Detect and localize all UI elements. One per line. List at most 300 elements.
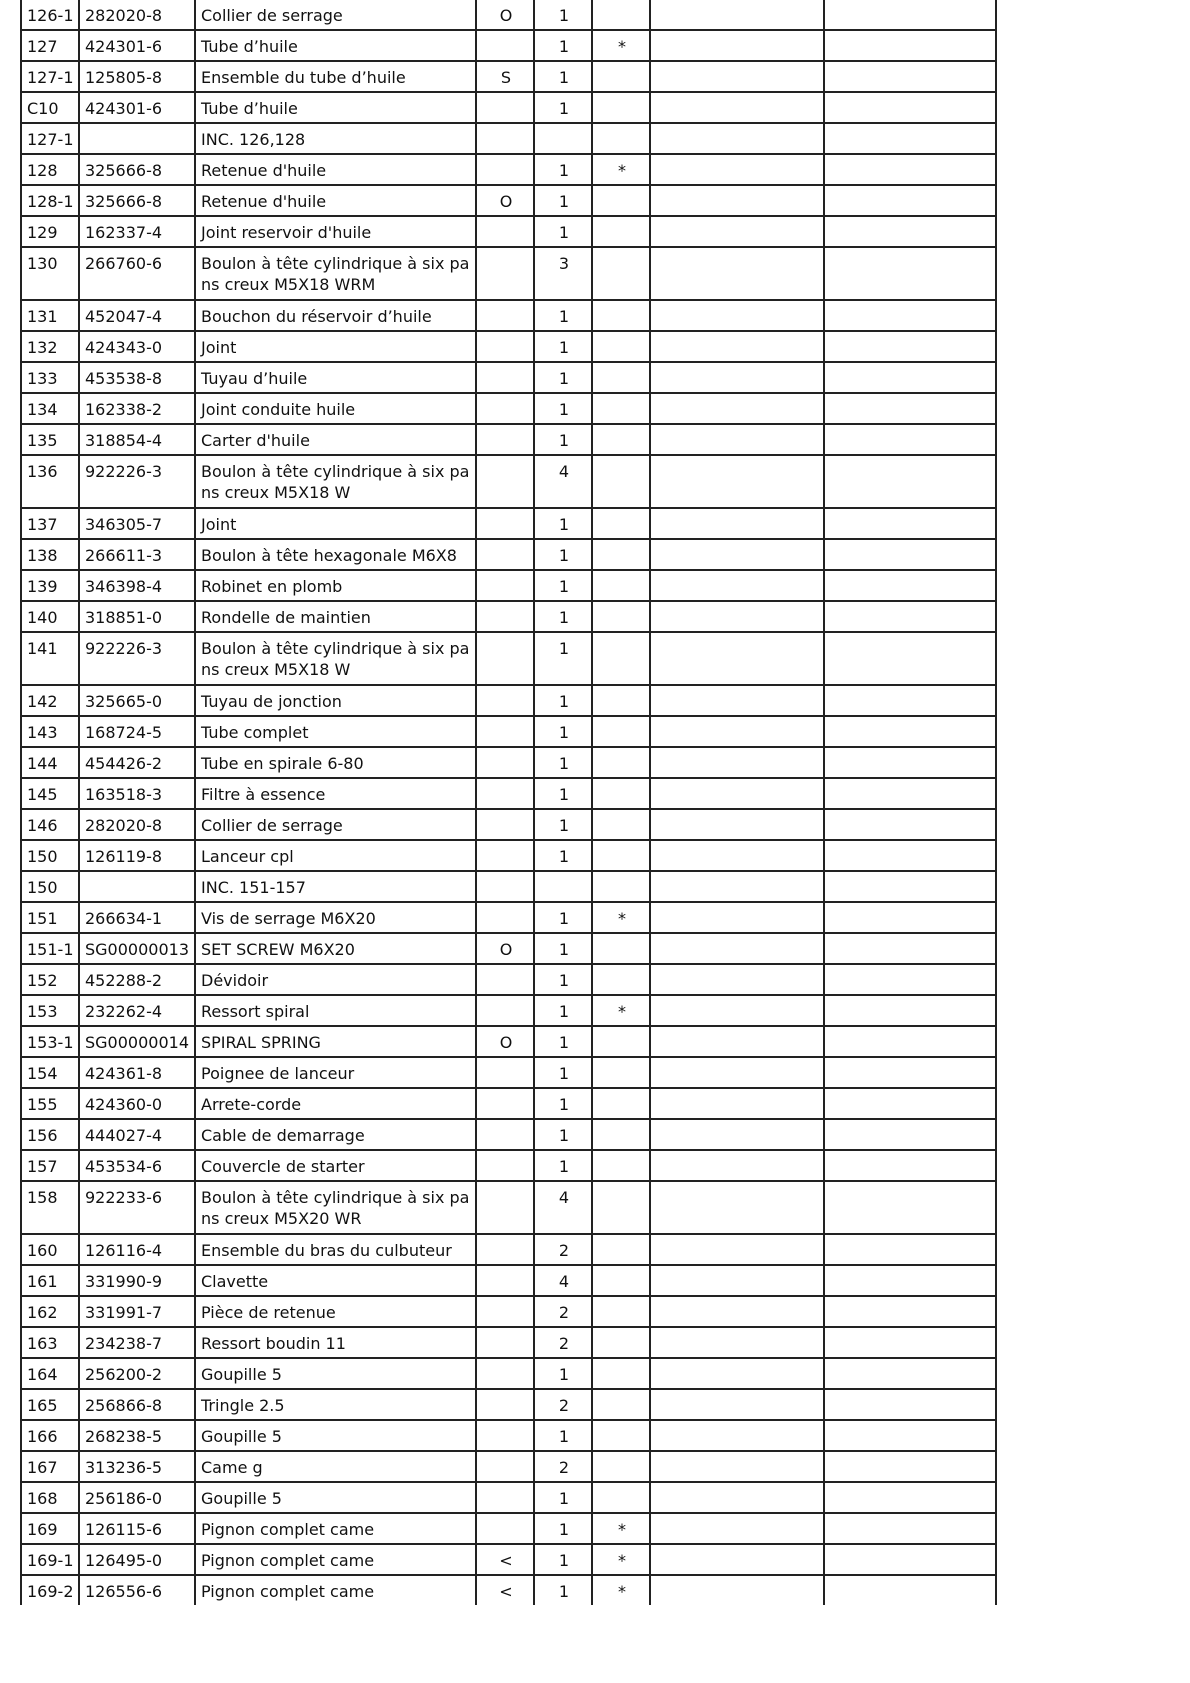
blank-cell [824, 300, 996, 331]
quantity-cell: 1 [534, 1057, 592, 1088]
ref-number-cell: 161 [21, 1265, 79, 1296]
description-cell: Boulon à tête hexagonale M6X8 [195, 539, 476, 570]
blank-cell [824, 424, 996, 455]
code-cell [476, 1358, 534, 1389]
blank-cell [824, 747, 996, 778]
part-number-cell [79, 871, 195, 902]
code-cell: O [476, 1026, 534, 1057]
blank-cell [824, 1420, 996, 1451]
ref-number-cell: 154 [21, 1057, 79, 1088]
part-number-cell: 256200-2 [79, 1358, 195, 1389]
quantity-cell: 1 [534, 393, 592, 424]
blank-cell [824, 154, 996, 185]
table-row [21, 1544, 996, 1575]
mark-cell [592, 0, 650, 30]
code-cell [476, 455, 534, 508]
quantity-cell: 2 [534, 1389, 592, 1420]
blank-cell [824, 1544, 996, 1575]
quantity-cell: 1 [534, 508, 592, 539]
blank-cell [824, 1119, 996, 1150]
mark-cell [592, 216, 650, 247]
ref-number-cell: 169-2 [21, 1575, 79, 1605]
blank-cell [824, 933, 996, 964]
table-row [21, 92, 996, 123]
blank-cell [824, 1358, 996, 1389]
blank-cell [650, 871, 824, 902]
part-number-cell: 126115-6 [79, 1513, 195, 1544]
part-number-cell: SG00000013 [79, 933, 195, 964]
quantity-cell: 2 [534, 1327, 592, 1358]
blank-cell [824, 1181, 996, 1234]
description-cell: Collier de serrage [195, 0, 476, 30]
code-cell: < [476, 1575, 534, 1605]
ref-number-cell: C10 [21, 92, 79, 123]
ref-number-cell: 126-1 [21, 0, 79, 30]
blank-cell [650, 61, 824, 92]
quantity-cell: 1 [534, 778, 592, 809]
code-cell: O [476, 185, 534, 216]
part-number-cell: 325666-8 [79, 185, 195, 216]
table-row [21, 1451, 996, 1482]
blank-cell [650, 424, 824, 455]
mark-cell [592, 716, 650, 747]
description-cell: Retenue d'huile [195, 154, 476, 185]
ref-number-cell: 151 [21, 902, 79, 933]
ref-number-cell: 157 [21, 1150, 79, 1181]
description-cell: Goupille 5 [195, 1358, 476, 1389]
part-number-cell: 452047-4 [79, 300, 195, 331]
description-cell: SET SCREW M6X20 [195, 933, 476, 964]
quantity-cell: 1 [534, 300, 592, 331]
quantity-cell: 1 [534, 185, 592, 216]
table-row [21, 0, 996, 30]
part-number-cell: 424360-0 [79, 1088, 195, 1119]
mark-cell: * [592, 902, 650, 933]
quantity-cell: 3 [534, 247, 592, 300]
blank-cell [824, 1296, 996, 1327]
part-number-cell: 266611-3 [79, 539, 195, 570]
table-row [21, 455, 996, 508]
table-row [21, 1026, 996, 1057]
part-number-cell: 256186-0 [79, 1482, 195, 1513]
description-cell: Collier de serrage [195, 809, 476, 840]
ref-number-cell: 136 [21, 455, 79, 508]
table-row [21, 601, 996, 632]
blank-cell [650, 716, 824, 747]
blank-cell [824, 455, 996, 508]
blank-cell [824, 871, 996, 902]
quantity-cell: 1 [534, 632, 592, 685]
mark-cell [592, 1296, 650, 1327]
blank-cell [650, 1482, 824, 1513]
description-cell: Goupille 5 [195, 1482, 476, 1513]
ref-number-cell: 146 [21, 809, 79, 840]
code-cell [476, 393, 534, 424]
description-cell: Boulon à tête cylindrique à six pans creux M5X18 WRM [195, 247, 476, 300]
mark-cell [592, 247, 650, 300]
description-cell: Pignon complet came [195, 1575, 476, 1605]
ref-number-cell: 150 [21, 871, 79, 902]
blank-cell [650, 1513, 824, 1544]
mark-cell [592, 1358, 650, 1389]
blank-cell [824, 1482, 996, 1513]
description-cell: Ensemble du tube d’huile [195, 61, 476, 92]
part-number-cell: 318851-0 [79, 601, 195, 632]
description-cell: SPIRAL SPRING [195, 1026, 476, 1057]
ref-number-cell: 139 [21, 570, 79, 601]
code-cell [476, 331, 534, 362]
blank-cell [650, 1451, 824, 1482]
description-cell: Arrete-corde [195, 1088, 476, 1119]
ref-number-cell: 141 [21, 632, 79, 685]
mark-cell [592, 123, 650, 154]
table-row [21, 424, 996, 455]
blank-cell [824, 61, 996, 92]
quantity-cell: 1 [534, 61, 592, 92]
table-row [21, 1057, 996, 1088]
description-cell: Pignon complet came [195, 1513, 476, 1544]
blank-cell [650, 30, 824, 61]
mark-cell [592, 1389, 650, 1420]
code-cell [476, 30, 534, 61]
blank-cell [824, 778, 996, 809]
blank-cell [824, 1513, 996, 1544]
mark-cell: * [592, 30, 650, 61]
blank-cell [650, 1088, 824, 1119]
quantity-cell: 1 [534, 747, 592, 778]
blank-cell [824, 1327, 996, 1358]
blank-cell [824, 30, 996, 61]
table-row [21, 632, 996, 685]
blank-cell [650, 570, 824, 601]
blank-cell [824, 601, 996, 632]
description-cell: Boulon à tête cylindrique à six pans creux M5X20 WR [195, 1181, 476, 1234]
table-row [21, 840, 996, 871]
mark-cell: * [592, 154, 650, 185]
code-cell [476, 1482, 534, 1513]
ref-number-cell: 131 [21, 300, 79, 331]
mark-cell [592, 1420, 650, 1451]
ref-number-cell: 166 [21, 1420, 79, 1451]
quantity-cell: 4 [534, 1265, 592, 1296]
ref-number-cell: 142 [21, 685, 79, 716]
part-number-cell: 313236-5 [79, 1451, 195, 1482]
ref-number-cell: 129 [21, 216, 79, 247]
quantity-cell: 1 [534, 1420, 592, 1451]
quantity-cell: 4 [534, 455, 592, 508]
quantity-cell: 2 [534, 1234, 592, 1265]
quantity-cell: 1 [534, 840, 592, 871]
table-row [21, 1358, 996, 1389]
table-row [21, 1420, 996, 1451]
code-cell [476, 539, 534, 570]
code-cell [476, 570, 534, 601]
part-number-cell: 162338-2 [79, 393, 195, 424]
blank-cell [650, 747, 824, 778]
part-number-cell: 424301-6 [79, 30, 195, 61]
quantity-cell: 1 [534, 933, 592, 964]
part-number-cell: 346305-7 [79, 508, 195, 539]
quantity-cell: 1 [534, 30, 592, 61]
blank-cell [650, 216, 824, 247]
blank-cell [824, 840, 996, 871]
quantity-cell: 1 [534, 331, 592, 362]
quantity-cell: 1 [534, 0, 592, 30]
mark-cell [592, 1026, 650, 1057]
code-cell [476, 995, 534, 1026]
part-number-cell: 126556-6 [79, 1575, 195, 1605]
quantity-cell: 1 [534, 570, 592, 601]
part-number-cell: 331991-7 [79, 1296, 195, 1327]
table-row [21, 1482, 996, 1513]
mark-cell [592, 61, 650, 92]
blank-cell [650, 995, 824, 1026]
description-cell: Boulon à tête cylindrique à six pans creux M5X18 W [195, 455, 476, 508]
table-row [21, 1575, 996, 1605]
quantity-cell: 1 [534, 995, 592, 1026]
description-cell: Tringle 2.5 [195, 1389, 476, 1420]
part-number-cell: 424301-6 [79, 92, 195, 123]
part-number-cell: 454426-2 [79, 747, 195, 778]
mark-cell: * [592, 1513, 650, 1544]
table-row [21, 1181, 996, 1234]
ref-number-cell: 150 [21, 840, 79, 871]
code-cell [476, 154, 534, 185]
blank-cell [824, 331, 996, 362]
mark-cell [592, 393, 650, 424]
code-cell [476, 902, 534, 933]
part-number-cell [79, 123, 195, 154]
quantity-cell: 2 [534, 1451, 592, 1482]
ref-number-cell: 127-1 [21, 61, 79, 92]
ref-number-cell: 138 [21, 539, 79, 570]
mark-cell [592, 570, 650, 601]
table-row [21, 747, 996, 778]
mark-cell [592, 1234, 650, 1265]
parts-table [20, 0, 997, 1605]
mark-cell [592, 964, 650, 995]
quantity-cell [534, 871, 592, 902]
mark-cell [592, 933, 650, 964]
table-row [21, 1389, 996, 1420]
quantity-cell: 1 [534, 1513, 592, 1544]
table-row [21, 995, 996, 1026]
blank-cell [824, 362, 996, 393]
blank-cell [650, 362, 824, 393]
part-number-cell: 922233-6 [79, 1181, 195, 1234]
description-cell: Lanceur cpl [195, 840, 476, 871]
ref-number-cell: 135 [21, 424, 79, 455]
blank-cell [824, 0, 996, 30]
blank-cell [650, 247, 824, 300]
table-row [21, 331, 996, 362]
table-row [21, 1119, 996, 1150]
blank-cell [824, 1150, 996, 1181]
blank-cell [650, 1389, 824, 1420]
description-cell: Joint conduite huile [195, 393, 476, 424]
ref-number-cell: 162 [21, 1296, 79, 1327]
blank-cell [824, 716, 996, 747]
mark-cell [592, 508, 650, 539]
blank-cell [650, 840, 824, 871]
description-cell: Carter d'huile [195, 424, 476, 455]
table-row [21, 778, 996, 809]
code-cell [476, 1088, 534, 1119]
description-cell: Pièce de retenue [195, 1296, 476, 1327]
code-cell [476, 778, 534, 809]
part-number-cell: 331990-9 [79, 1265, 195, 1296]
code-cell [476, 632, 534, 685]
blank-cell [650, 1575, 824, 1605]
blank-cell [650, 1358, 824, 1389]
blank-cell [650, 1327, 824, 1358]
blank-cell [824, 393, 996, 424]
code-cell [476, 123, 534, 154]
blank-cell [650, 1420, 824, 1451]
ref-number-cell: 164 [21, 1358, 79, 1389]
code-cell [476, 1420, 534, 1451]
part-number-cell: 452288-2 [79, 964, 195, 995]
table-row [21, 716, 996, 747]
description-cell: Pignon complet came [195, 1544, 476, 1575]
code-cell [476, 92, 534, 123]
blank-cell [650, 331, 824, 362]
ref-number-cell: 158 [21, 1181, 79, 1234]
code-cell [476, 1057, 534, 1088]
blank-cell [824, 216, 996, 247]
blank-cell [824, 539, 996, 570]
ref-number-cell: 169-1 [21, 1544, 79, 1575]
part-number-cell: 453534-6 [79, 1150, 195, 1181]
mark-cell [592, 1327, 650, 1358]
table-row [21, 1327, 996, 1358]
table-row [21, 902, 996, 933]
ref-number-cell: 128-1 [21, 185, 79, 216]
description-cell: Tube complet [195, 716, 476, 747]
ref-number-cell: 165 [21, 1389, 79, 1420]
description-cell: Tube en spirale 6-80 [195, 747, 476, 778]
ref-number-cell: 153-1 [21, 1026, 79, 1057]
blank-cell [650, 685, 824, 716]
part-number-cell: 922226-3 [79, 455, 195, 508]
mark-cell [592, 1482, 650, 1513]
blank-cell [824, 1575, 996, 1605]
table-row [21, 539, 996, 570]
code-cell [476, 1389, 534, 1420]
blank-cell [824, 1088, 996, 1119]
code-cell: < [476, 1544, 534, 1575]
part-number-cell: 256866-8 [79, 1389, 195, 1420]
blank-cell [650, 154, 824, 185]
part-number-cell: 444027-4 [79, 1119, 195, 1150]
blank-cell [650, 92, 824, 123]
code-cell [476, 300, 534, 331]
blank-cell [824, 123, 996, 154]
part-number-cell: 453538-8 [79, 362, 195, 393]
table-row [21, 508, 996, 539]
blank-cell [824, 995, 996, 1026]
blank-cell [650, 0, 824, 30]
blank-cell [650, 123, 824, 154]
part-number-cell: 922226-3 [79, 632, 195, 685]
mark-cell [592, 871, 650, 902]
quantity-cell: 1 [534, 1544, 592, 1575]
quantity-cell: 1 [534, 154, 592, 185]
description-cell: Ensemble du bras du culbuteur [195, 1234, 476, 1265]
part-number-cell: 424343-0 [79, 331, 195, 362]
blank-cell [824, 685, 996, 716]
mark-cell: * [592, 1575, 650, 1605]
description-cell: Rondelle de maintien [195, 601, 476, 632]
blank-cell [650, 1181, 824, 1234]
blank-cell [650, 1234, 824, 1265]
code-cell [476, 601, 534, 632]
description-cell: Bouchon du réservoir d’huile [195, 300, 476, 331]
part-number-cell: 325666-8 [79, 154, 195, 185]
part-number-cell: 162337-4 [79, 216, 195, 247]
description-cell: Cable de demarrage [195, 1119, 476, 1150]
table-row [21, 1234, 996, 1265]
mark-cell [592, 1451, 650, 1482]
code-cell [476, 685, 534, 716]
part-number-cell: 268238-5 [79, 1420, 195, 1451]
ref-number-cell: 128 [21, 154, 79, 185]
description-cell: Tube d’huile [195, 92, 476, 123]
mark-cell [592, 1119, 650, 1150]
quantity-cell: 1 [534, 809, 592, 840]
ref-number-cell: 169 [21, 1513, 79, 1544]
blank-cell [650, 185, 824, 216]
part-number-cell: 282020-8 [79, 809, 195, 840]
mark-cell [592, 539, 650, 570]
ref-number-cell: 130 [21, 247, 79, 300]
blank-cell [824, 1234, 996, 1265]
quantity-cell: 1 [534, 1358, 592, 1389]
table-row [21, 685, 996, 716]
quantity-cell: 1 [534, 1088, 592, 1119]
code-cell: O [476, 933, 534, 964]
part-number-cell: 232262-4 [79, 995, 195, 1026]
description-cell: Couvercle de starter [195, 1150, 476, 1181]
code-cell [476, 1296, 534, 1327]
blank-cell [824, 185, 996, 216]
mark-cell [592, 809, 650, 840]
blank-cell [650, 393, 824, 424]
table-row [21, 871, 996, 902]
table-row [21, 1265, 996, 1296]
blank-cell [824, 570, 996, 601]
table-row [21, 393, 996, 424]
code-cell: S [476, 61, 534, 92]
code-cell [476, 840, 534, 871]
code-cell [476, 1451, 534, 1482]
code-cell [476, 747, 534, 778]
ref-number-cell: 168 [21, 1482, 79, 1513]
blank-cell [650, 1265, 824, 1296]
mark-cell [592, 331, 650, 362]
table-row [21, 123, 996, 154]
blank-cell [650, 902, 824, 933]
blank-cell [824, 964, 996, 995]
blank-cell [824, 1451, 996, 1482]
code-cell [476, 216, 534, 247]
ref-number-cell: 145 [21, 778, 79, 809]
code-cell [476, 362, 534, 393]
blank-cell [650, 508, 824, 539]
mark-cell [592, 1088, 650, 1119]
mark-cell: * [592, 995, 650, 1026]
quantity-cell: 1 [534, 964, 592, 995]
